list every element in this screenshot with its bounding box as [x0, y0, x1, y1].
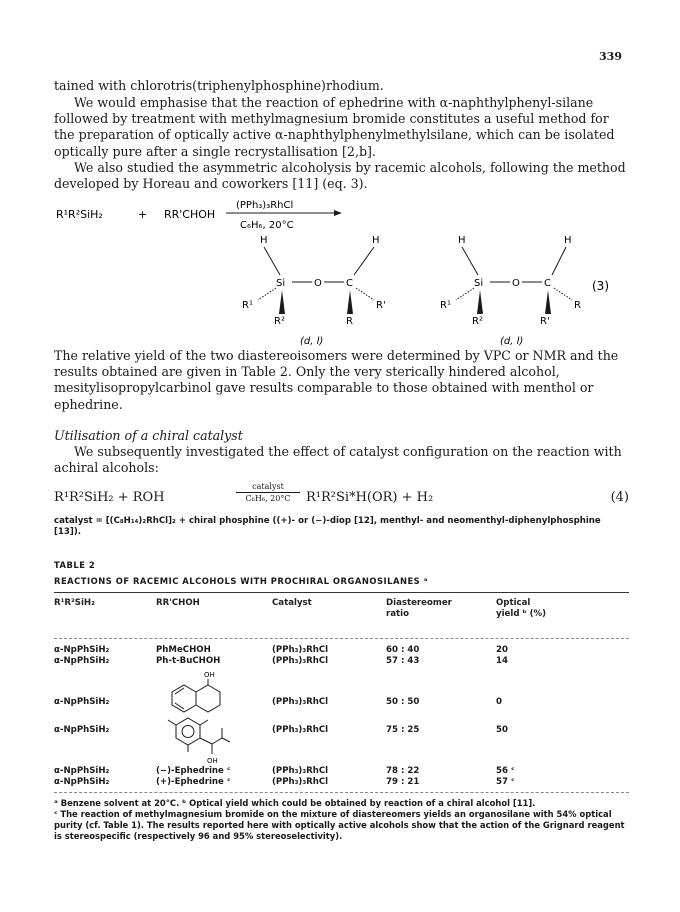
struct-right-h2: H [564, 235, 572, 246]
mesitylisopropylcarbinol-structure [160, 712, 250, 764]
struct-left-r1: R¹ [242, 300, 253, 311]
struct-right-r1: R¹ [440, 300, 451, 311]
paragraph-results: The relative yield of the two diastereoisomers were determined by VPC or NMR and the results obtained are given in Table 2. Only the very sterically hindered alcohol, mesitylisopropylcarbinol gave results comparable to those obtained with menthol or ephedrine. [54, 348, 619, 412]
table-cell: (PPh₃)₃RhCl [272, 766, 329, 776]
struct-left-c: C [346, 278, 353, 289]
table-header-ratio: Diastereomer ratio [386, 598, 452, 619]
table-cell: (PPh₃)₃RhCl [272, 777, 329, 787]
struct-left-h1: H [260, 235, 268, 246]
struct-left-si: Si [276, 278, 286, 289]
table-cell: α-NpPhSiH₂ [54, 645, 110, 655]
struct-right-r2: R² [472, 316, 483, 327]
table-cell: 56 ᶜ [496, 766, 515, 776]
eq4-over: catalyst [252, 482, 284, 491]
tetralol-structure [170, 668, 250, 714]
struct-right-o: O [512, 278, 520, 289]
table-cell: (+)-Ephedrine ᶜ [156, 777, 231, 787]
table-cell: 50 : 50 [386, 697, 420, 707]
struct-left-r: R [346, 316, 353, 327]
page-number: 339 [599, 50, 622, 63]
table-cell: α-NpPhSiH₂ [54, 656, 110, 666]
paragraph-chiral-catalyst: We subsequently investigated the effect of catalyst configuration on the reaction with achiral alcohols: [54, 444, 622, 476]
struct-left-o: O [314, 278, 322, 289]
table-header-rule [54, 638, 629, 639]
paragraph-emphasis: We would emphasise that the reaction of ephedrine with α-naphthylphenyl-silane followed by treatment with methylmagnesium bromide constitutes a useful method for the preparation of optically active α-naphthylphenylmethylsilane, which can be isolated optically pure after a single recrystallisation [2,b]. [54, 95, 615, 159]
struct-left-label: (d, l) [300, 336, 324, 346]
struct-right-h1: H [458, 235, 466, 246]
struct-left-h2: H [372, 235, 380, 246]
table-cell: PhMeCHOH [156, 645, 211, 655]
table-label: TABLE 2 [54, 560, 96, 570]
table-cell: Ph-t-BuCHOH [156, 656, 221, 666]
table-cell: 57 ᶜ [496, 777, 515, 787]
equation-3 [40, 196, 640, 346]
table-top-rule [54, 592, 629, 593]
struct-right-si: Si [474, 278, 484, 289]
table-cell: α-NpPhSiH₂ [54, 777, 110, 787]
tetralol-oh-label: OH [204, 671, 215, 679]
eq3-reactant2: RR'CHOH [164, 208, 216, 221]
eq4-rhs: R¹R²Si*H(OR) + H₂ [306, 490, 434, 505]
eq4-lhs: R¹R²SiH₂ + ROH [54, 490, 165, 505]
mesityl-oh-label: OH [207, 757, 218, 764]
table-header-alcohol: RR'CHOH [156, 598, 200, 608]
eq4-arrow [236, 482, 300, 503]
eq3-conditions: C₆H₆, 20°C [240, 220, 294, 231]
table-cell: 79 : 21 [386, 777, 420, 787]
table-cell: 0 [496, 697, 502, 707]
footnote-a: ᵃ Benzene solvent at 20°C. ᵇ Optical yield which could be obtained by reaction of a chiral alcohol [11]. [54, 798, 536, 808]
table-cell: (PPh₃)₃RhCl [272, 697, 329, 707]
table-header-yield: Optical yield ᵇ (%) [496, 598, 547, 619]
table-title: REACTIONS OF RACEMIC ALCOHOLS WITH PROCHIRAL ORGANOSILANES ᵃ [54, 576, 428, 586]
eq3-plus: + [138, 208, 148, 221]
table-cell: α-NpPhSiH₂ [54, 725, 110, 735]
table-cell: (PPh₃)₃RhCl [272, 656, 329, 666]
eq3-number: (3) [592, 279, 609, 293]
eq4-arrow-line [236, 492, 300, 493]
struct-left-r2: R² [274, 316, 285, 327]
paragraph-continuation: tained with chlorotris(triphenylphosphine)rhodium. [54, 78, 384, 93]
eq3-catalyst: (PPh₃)₃RhCl [236, 200, 294, 211]
table-cell: 78 : 22 [386, 766, 420, 776]
table-cell: (PPh₃)₃RhCl [272, 725, 329, 735]
table-cell: (−)-Ephedrine ᶜ [156, 766, 231, 776]
eq3-reactant1: R¹R²SiH₂ [56, 208, 103, 221]
table-cell: 20 [496, 645, 508, 655]
struct-right-c: C [544, 278, 551, 289]
table-cell: (PPh₃)₃RhCl [272, 645, 329, 655]
table-bottom-rule [54, 792, 629, 793]
equation-4 [54, 482, 629, 510]
table-cell: α-NpPhSiH₂ [54, 697, 110, 707]
struct-left-rp: R' [376, 300, 386, 311]
table-header-catalyst: Catalyst [272, 598, 312, 608]
eq4-under: C₆H₆, 20°C [245, 494, 291, 503]
struct-right-label: (d, l) [500, 336, 524, 346]
section-heading: Utilisation of a chiral catalyst [54, 428, 243, 443]
table-header-silane: R¹R²SiH₂ [54, 598, 95, 608]
catalyst-note: catalyst = [(C₈H₁₄)₂RhCl]₂ + chiral phosphine ((+)- or (−)-diop [12], menthyl- and neomenthyl-diphenylphosphine [13]). [54, 516, 601, 537]
footnote-c: ᶜ The reaction of methylmagnesium bromide on the mixture of diastereomers yields an organosilane with 54% optical purity (cf. Table 1). The results reported here with optically active alcohols show that the action of the Grignard reagent is stereospecific (respectively 96 and 95% stereoselectivity). [54, 809, 625, 841]
table-cell: α-NpPhSiH₂ [54, 766, 110, 776]
table-cell: 57 : 43 [386, 656, 420, 666]
struct-right-rp: R' [540, 316, 550, 327]
table-cell: 75 : 25 [386, 725, 420, 735]
table-cell: 50 [496, 725, 508, 735]
struct-right-r: R [574, 300, 581, 311]
eq4-number: (4) [610, 490, 629, 505]
table-cell: 14 [496, 656, 508, 666]
table-cell: 60 : 40 [386, 645, 420, 655]
paragraph-alcoholysis: We also studied the asymmetric alcoholysis by racemic alcohols, following the method developed by Horeau and coworkers [11] (eq. 3). [54, 160, 626, 192]
